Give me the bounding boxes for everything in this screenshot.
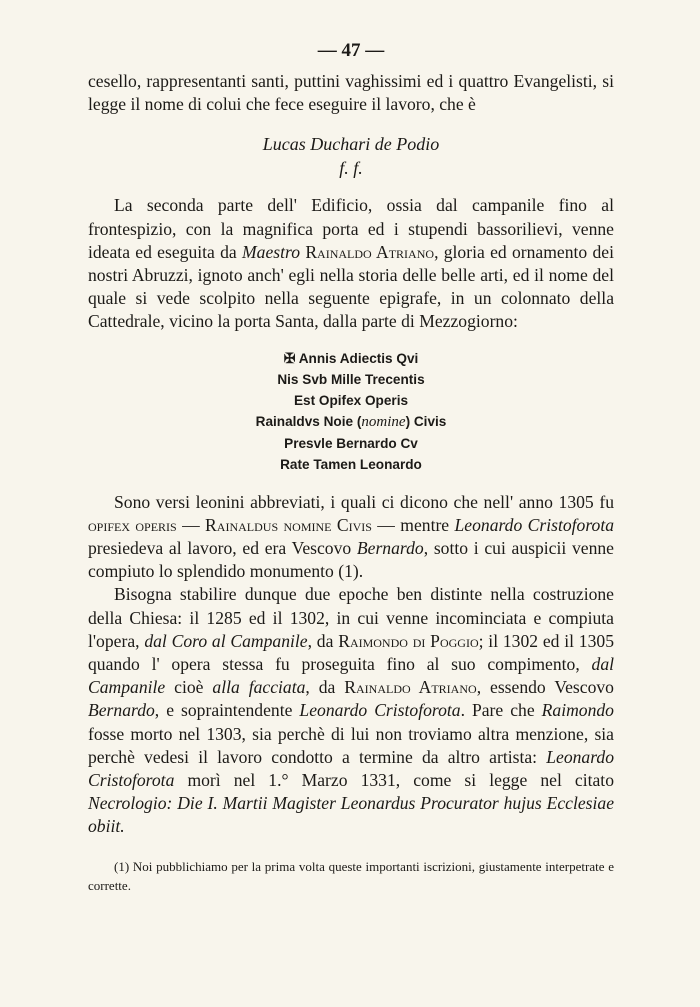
inscription-nomine: nomine [361, 413, 406, 430]
p2-maestro: Maestro [242, 241, 301, 262]
cross-icon: ✠ [283, 349, 296, 366]
inscription-line-5: Presvle Bernardo Cv [284, 435, 418, 451]
inscription-line-2: Nis Svb Mille Trecentis [277, 371, 425, 387]
footnote: (1) Noi pubblichiamo per la prima volta queste importanti iscrizioni, giustamente interpetrate e corrette. [88, 858, 614, 893]
paragraph-2 [88, 194, 614, 333]
paragraph-1: cesello, rappresentanti santi, puttini vaghissimi ed i quattro Evangelisti, si legge il nome di colui che fece eseguire il lavoro, che è [88, 71, 614, 115]
epigraph-inscription [88, 348, 614, 475]
paragraph-3: Sono versi leonini abbreviati, i quali ci dicono che nell' anno 1305 fu opifex operis — Rainaldus nomine Civis — mentre Leonardo Cristoforota presiedeva al lavoro, ed era Vescovo Bernardo, sotto i cui auspicii venne compiuto lo splendido monumento (1). [88, 491, 615, 582]
inscription-line-4: Rainaldvs Noie (nomine) Civis [255, 413, 447, 430]
inscription-line-3: Est Opifex Operis [293, 392, 409, 408]
paragraph-4: Bisogna stabilire dunque due epoche ben distinte nella costruzione della Chiesa: il 1285 ed il 1302, in cui venne incominciata e compiuta l'opera, dal Coro al Campanile, da Raimondo di Poggio; il 1302 ed il 1305 quando l' opera stessa fu proseguita fino al suo compimento, dal Campanile cioè alla facciata, da Rainaldo Atriano, essendo Vescovo Bernardo, e sopraintendente Leonardo Cristoforota. Pare che Raimondo fosse morto nel 1303, sia perchè di lui non troviamo altra menzione, sia perchè vedesi il lavoro condotto a termine da altro artista: Leonardo Cristoforota morì nel 1.° Marzo 1331, come si legge nel citato Necrologio: Die I. Martii Magister Leonardus Procurator hujus Ecclesiae obiit. [88, 584, 614, 837]
inscription-line-1: ✠ Annis Adiectis Qvi [283, 349, 419, 366]
p3-quote: opifex operis — Rainaldus nomine Civis [88, 514, 372, 535]
p2-text-2: , gloria ed ornamento dei nostri Abruzzi, ignoto anch' egli nella storia delle belle arti, ed il nome del quale si vede scolpito nella seguente epigrafe, in un colonnato della Cattedrale, vicino la porta Santa, dalla parte di Mezzogiorno: [88, 241, 614, 332]
p2-artist-name: Rainaldo Atriano [305, 241, 435, 262]
page-number: — 47 — [317, 40, 385, 61]
p2-text-1: La seconda parte dell' Edificio, ossia dal campanile fino al frontespizio, con la magnifica porta ed i stupendi bassorilievi, venne ideata ed eseguita da [88, 195, 614, 262]
signature-ff: f. f. [339, 158, 363, 179]
inscription-line-6: Rate Tamen Leonardo [280, 456, 422, 472]
signature-name: Lucas Duchari de Podio [262, 134, 440, 155]
